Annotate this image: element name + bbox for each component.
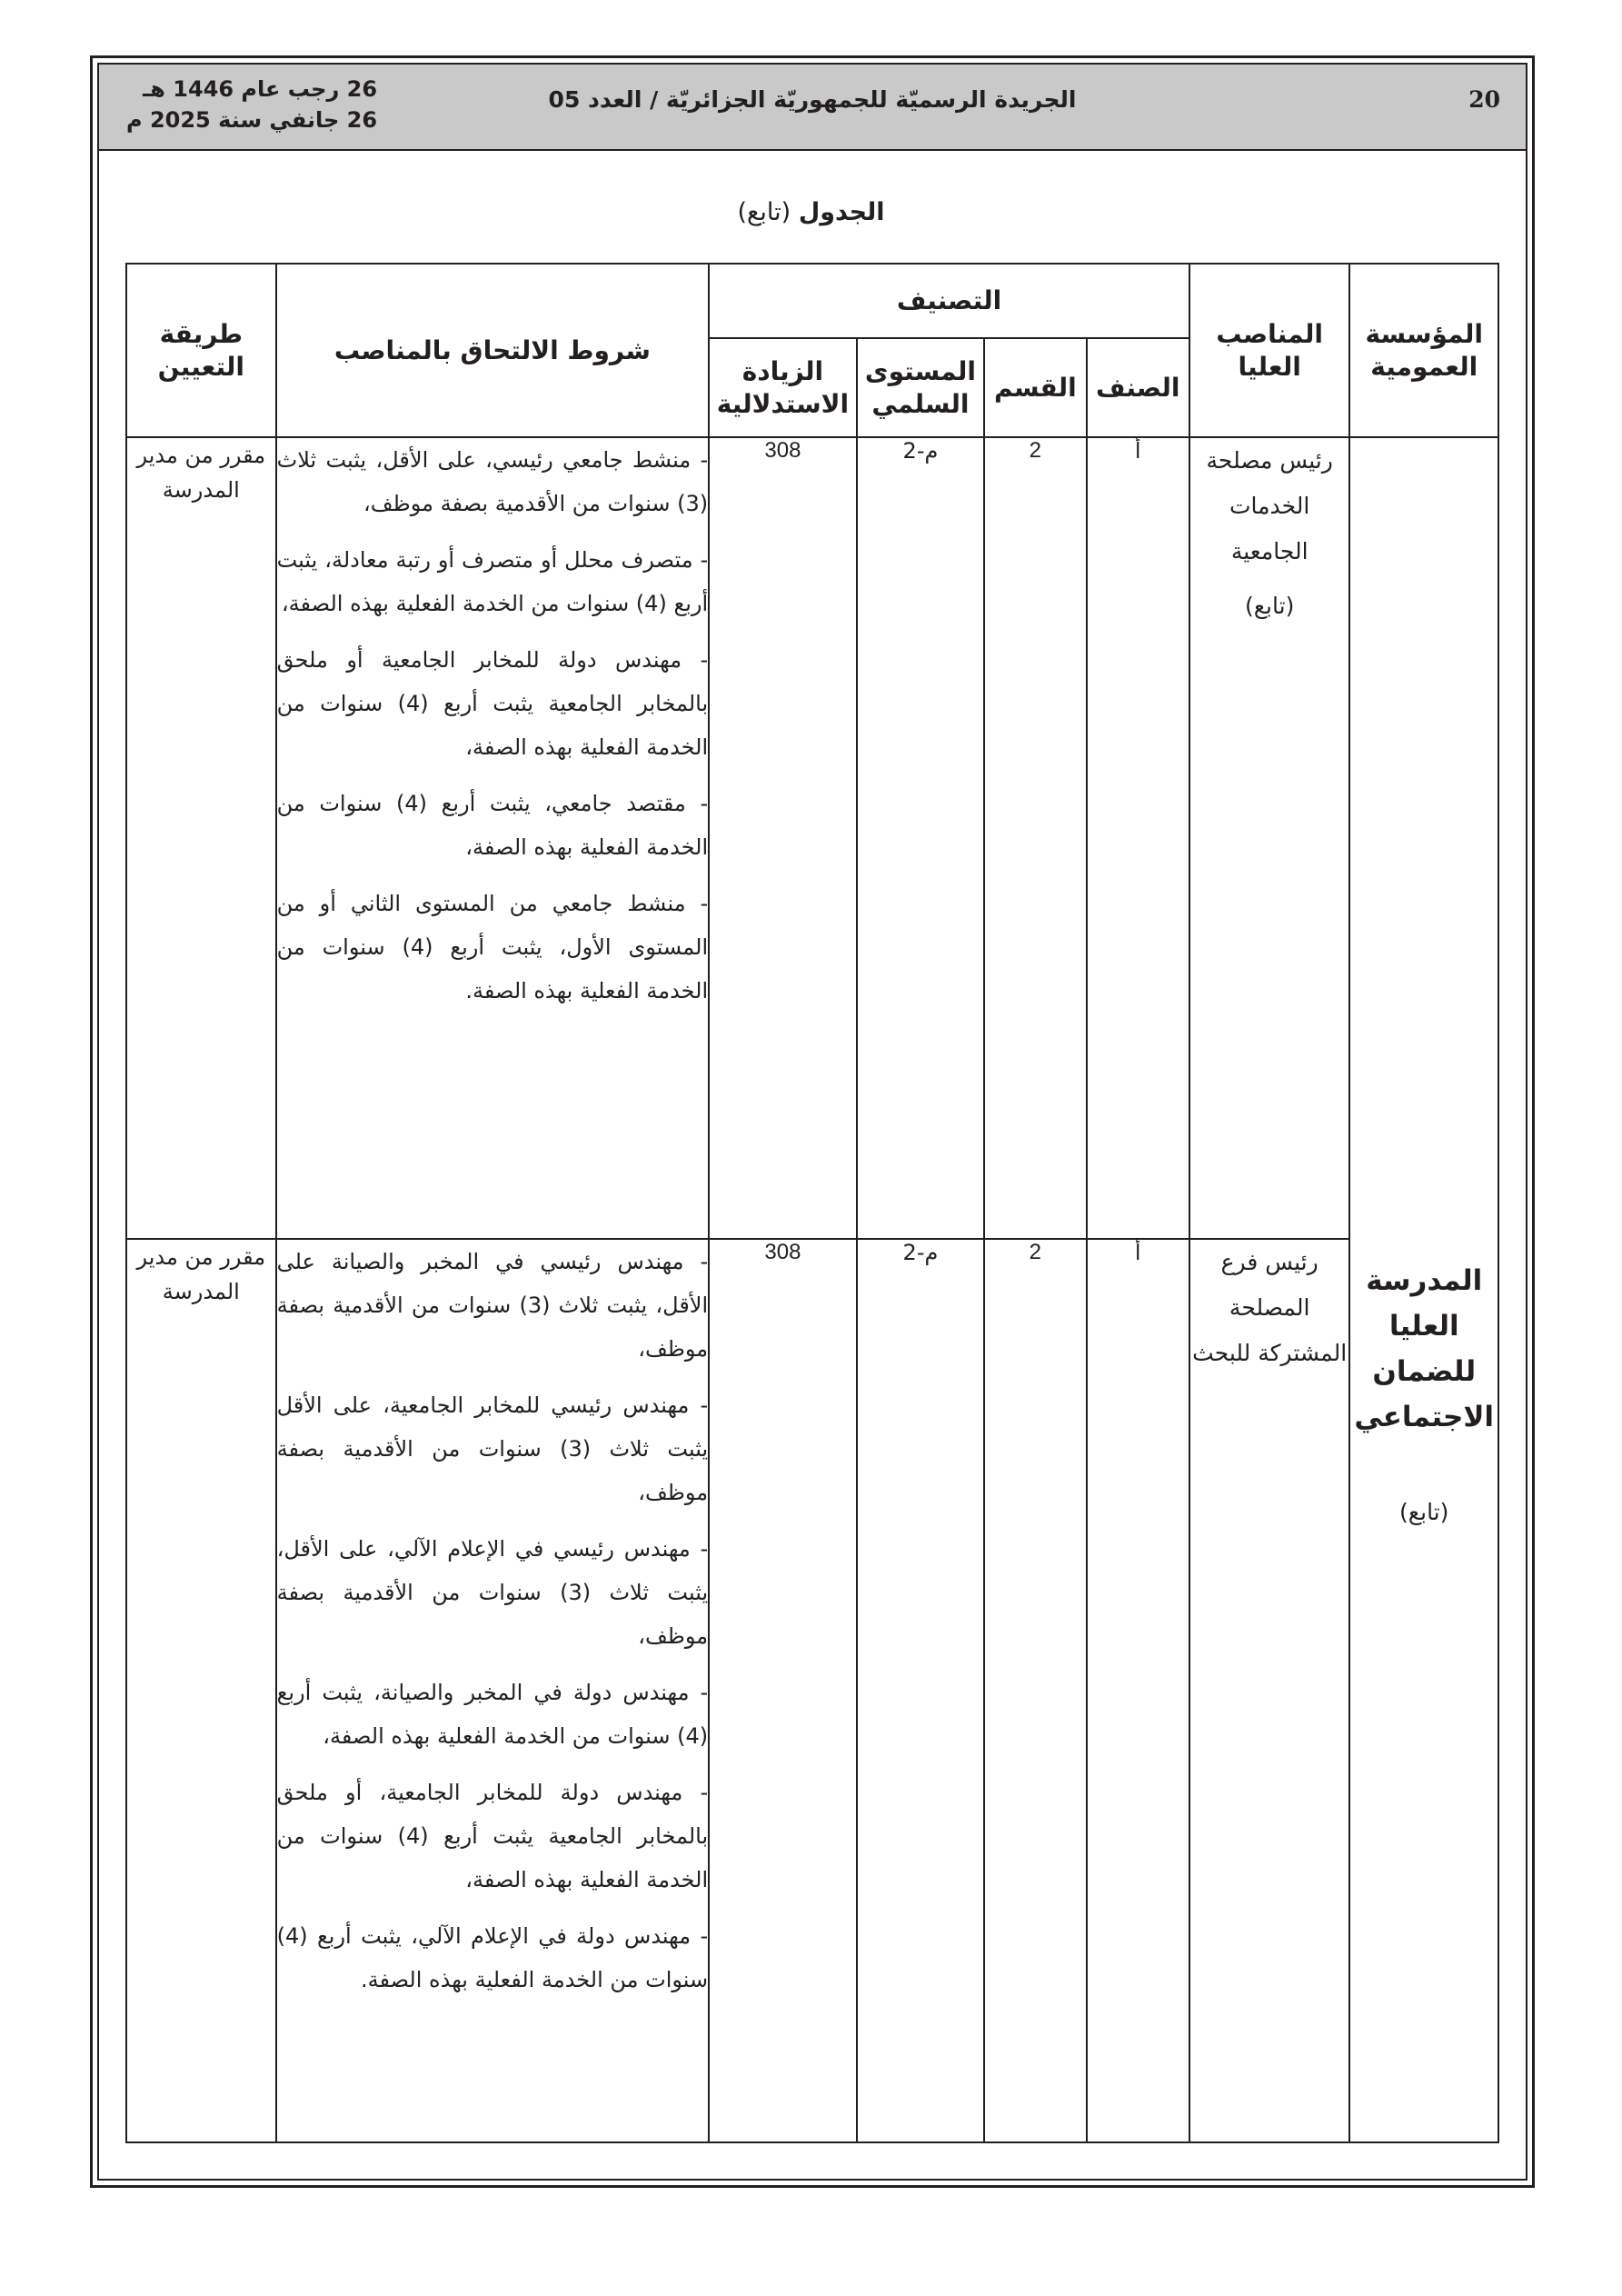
level-cell: م-2 bbox=[857, 1239, 984, 2142]
post-follow: (تابع) bbox=[1245, 593, 1295, 619]
date-hijri: 26 رجب عام 1446 هـ bbox=[143, 76, 378, 102]
condition-item: - متصرف محلل أو متصرف أو رتبة معادلة، يثبت أربع (4) سنوات من الخدمة الفعلية بهذه الصفة، bbox=[276, 547, 709, 616]
posts-table bbox=[125, 263, 1499, 2143]
post-cell bbox=[1189, 437, 1350, 1239]
table-row bbox=[126, 1239, 1498, 2142]
condition-item: - منشط جامعي من المستوى الثاني أو من المستوى الأول، يثبت أربع (4) سنوات من الخدمة الفعلية بهذه الصفة. bbox=[276, 891, 709, 1003]
col-classification: التصنيف bbox=[709, 264, 1189, 338]
post-name: رئيس مصلحة الخدمات الجامعية bbox=[1206, 447, 1333, 564]
caption-title: الجدول bbox=[798, 198, 885, 226]
col-institution: المؤسسة العمومية bbox=[1349, 264, 1498, 437]
col-conditions: شروط الالتحاق بالمناصب bbox=[276, 264, 710, 437]
conditions-cell bbox=[276, 1239, 710, 2142]
condition-item: - مهندس رئيسي في المخبر والصيانة على الأقل، يثبت ثلاث (3) سنوات من الأقدمية بصفة موظف، bbox=[276, 1249, 709, 1362]
post-cell bbox=[1189, 1239, 1350, 2142]
date-gregorian: 26 جانفي سنة 2025 م bbox=[126, 107, 378, 133]
condition-item: - مهندس رئيسي في الإعلام الآلي، على الأقل، يثبت ثلاث (3) سنوات من الأقدمية بصفة موظف، bbox=[276, 1536, 709, 1649]
col-category: الصنف bbox=[1087, 338, 1189, 437]
institution-name: المدرسة العليا للضمان الاجتماعي bbox=[1354, 1264, 1495, 1433]
gazette-title: الجريدة الرسميّة للجمهوريّة الجزائريّة / العدد 05 bbox=[548, 86, 1077, 113]
page-number: 20 bbox=[1468, 86, 1500, 113]
post-name: رئيس فرع المصلحة المشتركة للبحث bbox=[1192, 1249, 1348, 1366]
condition-item: - منشط جامعي رئيسي، على الأقل، يثبت ثلاث (3) سنوات من الأقدمية بصفة موظف، bbox=[276, 447, 709, 516]
institution-follow: (تابع) bbox=[1399, 1499, 1449, 1525]
category-cell: أ bbox=[1087, 437, 1189, 1239]
index-increase-cell: 308 bbox=[709, 437, 857, 1239]
condition-item: - مهندس دولة في المخبر والصيانة، يثبت أربع (4) سنوات من الخدمة الفعلية بهذه الصفة، bbox=[276, 1680, 709, 1749]
col-section: القسم bbox=[984, 338, 1086, 437]
level-cell: م-2 bbox=[857, 437, 984, 1239]
condition-item: - مقتصد جامعي، يثبت أربع (4) سنوات من الخدمة الفعلية بهذه الصفة، bbox=[276, 791, 709, 860]
section-cell: 2 bbox=[984, 437, 1086, 1239]
caption-suffix: (تابع) bbox=[737, 198, 791, 226]
condition-item: - مهندس دولة للمخابر الجامعية أو ملحق بالمخابر الجامعية يثبت أربع (4) سنوات من الخدمة الفعلية بهذه الصفة، bbox=[276, 647, 709, 760]
institution-cell bbox=[1349, 437, 1498, 2142]
table-row bbox=[126, 437, 1498, 1239]
col-senior-posts: المناصب العليا bbox=[1189, 264, 1350, 437]
col-appointment: طريقة التعيين bbox=[126, 264, 276, 437]
table-caption bbox=[0, 198, 1622, 226]
condition-item: - مهندس دولة للمخابر الجامعية، أو ملحق بالمخابر الجامعية يثبت أربع (4) سنوات من الخدمة الفعلية بهذه الصفة، bbox=[276, 1780, 709, 1892]
category-cell: أ bbox=[1087, 1239, 1189, 2142]
appointment-cell: مقرر من مدير المدرسة bbox=[126, 437, 276, 1239]
col-index-increase: الزيادة الاستدلالية bbox=[709, 338, 857, 437]
col-level: المستوى السلمي bbox=[857, 338, 984, 437]
page-header bbox=[99, 65, 1526, 151]
conditions-cell bbox=[276, 437, 710, 1239]
index-increase-cell: 308 bbox=[709, 1239, 857, 2142]
condition-item: - مهندس دولة في الإعلام الآلي، يثبت أربع (4) سنوات من الخدمة الفعلية بهذه الصفة. bbox=[276, 1923, 709, 1992]
appointment-cell: مقرر من مدير المدرسة bbox=[126, 1239, 276, 2142]
condition-item: - مهندس رئيسي للمخابر الجامعية، على الأقل يثبت ثلاث (3) سنوات من الأقدمية بصفة موظف، bbox=[276, 1393, 709, 1505]
section-cell: 2 bbox=[984, 1239, 1086, 2142]
issue-date bbox=[126, 74, 377, 135]
